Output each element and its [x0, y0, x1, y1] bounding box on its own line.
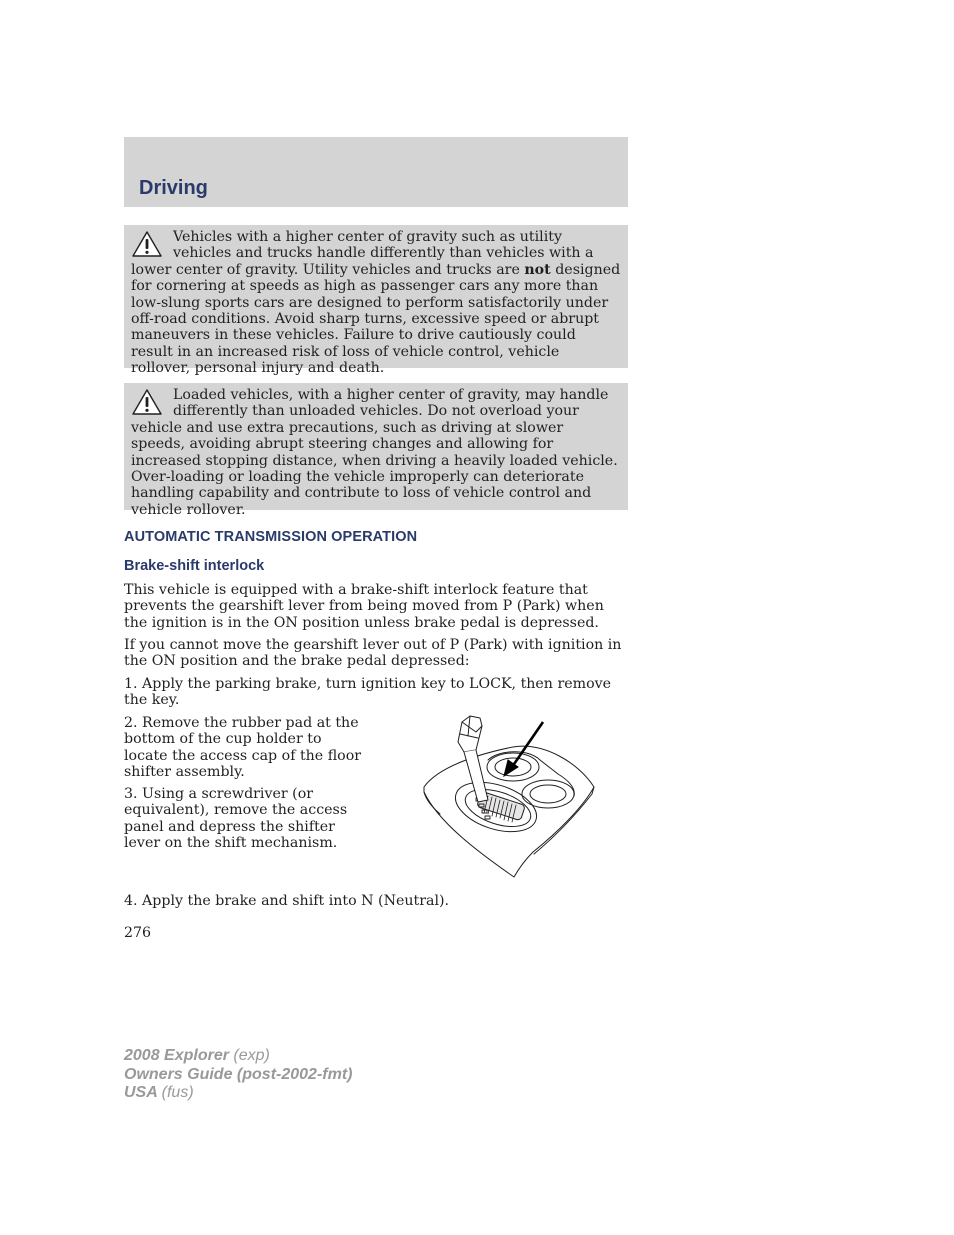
- warning-triangle-icon: [131, 229, 163, 259]
- page-number: 276: [124, 925, 152, 941]
- floor-shifter-illustration: [418, 712, 598, 882]
- warning-triangle-icon: [131, 387, 163, 417]
- step-3: 3. Using a screwdriver (or equivalent), remove the access panel and depress the shifter lever on the shift mechanism.: [124, 786, 348, 851]
- warning-text-loaded: Loaded vehicles, with a higher center of gravity, may handle differently than unloaded vehicles. Do not overload your vehicle and use extra precautions, such as driving at slower speeds, avoiding abrupt steering changes and allowing for increased stopping distance, when driving a heavily loaded vehicle. Over-loading or loading the vehicle improperly can deteriorate handling capability and contribute to loss of vehicle control and vehicle rollover.: [131, 387, 618, 518]
- page-title: Driving: [139, 177, 208, 199]
- paragraph: If you cannot move the gearshift lever out of P (Park) with ignition in the ON position and the brake pedal depressed:: [124, 637, 622, 670]
- footer-line-2: Owners Guide (post-2002-fmt): [124, 1065, 353, 1083]
- section-heading: AUTOMATIC TRANSMISSION OPERATION: [124, 529, 418, 545]
- footer-line-1: 2008 Explorer (exp): [124, 1047, 270, 1064]
- paragraph: This vehicle is equipped with a brake-shift interlock feature that prevents the gearshift lever from being moved from P (Park) when the ignition is in the ON position unless brake pedal is depressed.: [124, 582, 604, 631]
- step-1: 1. Apply the parking brake, turn ignition key to LOCK, then remove the key.: [124, 676, 612, 709]
- step-2: 2. Remove the rubber pad at the bottom of the cup holder to locate the access cap of the floor shifter assembly.: [124, 715, 362, 780]
- warning-text-gravity: Vehicles with a higher center of gravity such as utility vehicles and trucks handle differently than vehicles with a lower center of gravity. Utility vehicles and trucks are not designed for cornering at speeds as high as passenger cars any more than low-slung sports cars are designed to perform satisfactorily under off-road conditions. Avoid sharp turns, excessive speed or abrupt maneuvers in these vehicles. Failure to drive cautiously could result in an increased risk of loss of vehicle control, vehicle rollover, personal injury and death.: [131, 229, 621, 377]
- footer-line-3: USA (fus): [124, 1084, 194, 1101]
- step-4: 4. Apply the brake and shift into N (Neutral).: [124, 893, 450, 909]
- warning-box-gravity: [124, 225, 628, 377]
- section-subheading: Brake-shift interlock: [124, 558, 265, 574]
- warning-box-loaded: [124, 383, 628, 518]
- footer-doc-info: [124, 1047, 352, 1103]
